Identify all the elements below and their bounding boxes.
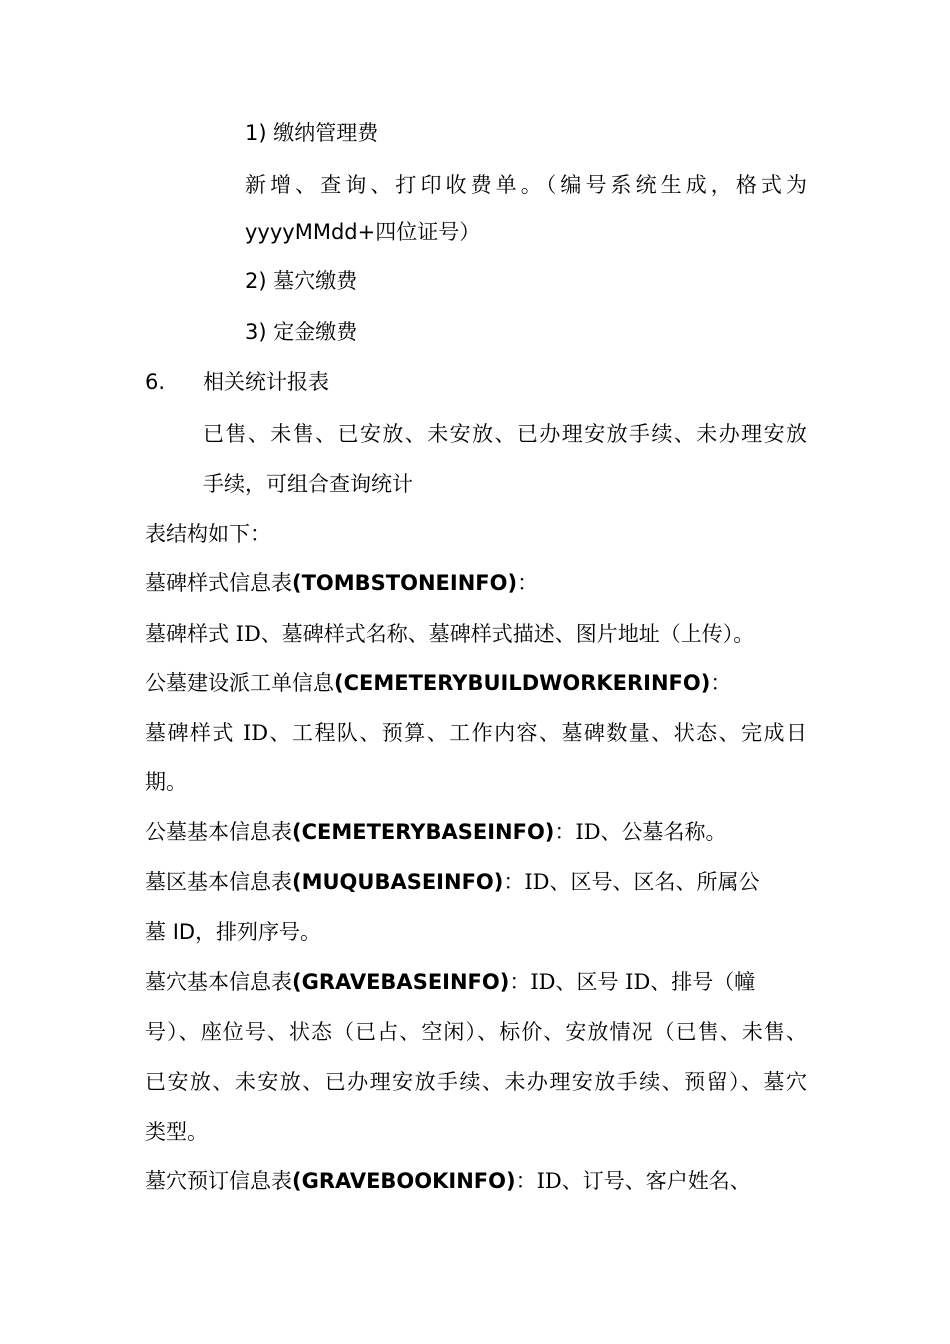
table-grave-book-heading bbox=[145, 1166, 751, 1196]
section-6-title: 相关统计报表 bbox=[203, 370, 329, 394]
table-grave-base-title: 墓穴基本信息表 bbox=[145, 970, 292, 994]
table-muqu-base-fields: ：ID、区号、区名、所属公 bbox=[503, 870, 760, 894]
subitem-1 bbox=[245, 118, 378, 148]
table-tombstone-title: 墓碑样式信息表 bbox=[145, 571, 292, 595]
muqu-fields-part-b: ，排列序号。 bbox=[195, 920, 322, 944]
muqu-fields-part-a: 墓 bbox=[145, 920, 173, 944]
subitem-1-desc-line1: 新增、查询、打印收费单。（编号系统生成，格式为 bbox=[245, 173, 807, 197]
table-cemetery-base-heading bbox=[145, 817, 727, 847]
table-grave-book-title: 墓穴预订信息表 bbox=[145, 1169, 292, 1193]
table-intro: 表结构如下： bbox=[145, 522, 271, 546]
table-tombstone-colon: ： bbox=[517, 571, 539, 595]
table-muqu-base-code: (MUQUBASEINFO) bbox=[292, 870, 504, 894]
section-6-number: 6. bbox=[145, 370, 166, 394]
table-muqu-base-fields-line2 bbox=[145, 917, 321, 947]
date-format-suffix: 四位证号） bbox=[375, 220, 481, 244]
subitem-3 bbox=[245, 317, 357, 347]
subitem-3-title: 定金缴费 bbox=[273, 320, 358, 344]
table-tombstone-fields: 墓碑样式 ID、墓碑样式名称、墓碑样式描述、图片地址（上传）。 bbox=[145, 622, 755, 646]
table-build-worker-fields-line1: 墓碑样式 ID、工程队、预算、工作内容、墓碑数量、状态、完成日 bbox=[145, 721, 807, 745]
table-cemetery-base-code: (CEMETERYBASEINFO) bbox=[292, 820, 555, 844]
table-grave-base-code: (GRAVEBASEINFO) bbox=[292, 970, 510, 994]
table-build-worker-title: 公墓建设派工单信息 bbox=[145, 671, 334, 695]
section-6-desc-line1: 已售、未售、已安放、未安放、已办理安放手续、未办理安放 bbox=[203, 422, 807, 446]
subitem-2 bbox=[245, 266, 357, 296]
subitem-3-number: 3) bbox=[245, 320, 267, 344]
subitem-2-number: 2) bbox=[245, 269, 267, 293]
table-cemetery-base-title: 公墓基本信息表 bbox=[145, 820, 292, 844]
table-build-worker-code: (CEMETERYBUILDWORKERINFO) bbox=[334, 671, 711, 695]
table-build-worker-fields-line2: 期。 bbox=[145, 770, 187, 794]
table-muqu-base-title: 墓区基本信息表 bbox=[145, 870, 292, 894]
subitem-1-title: 缴纳管理费 bbox=[273, 121, 379, 145]
table-build-worker-colon: ： bbox=[710, 671, 732, 695]
table-grave-base-fields: ：ID、区号 ID、排号（幢 bbox=[509, 970, 756, 994]
subitem-1-desc-line2 bbox=[245, 217, 480, 247]
table-grave-book-fields: ：ID、订号、客户姓名、 bbox=[515, 1169, 751, 1193]
table-grave-base-heading bbox=[145, 967, 755, 997]
table-grave-book-code: (GRAVEBOOKINFO) bbox=[292, 1169, 516, 1193]
subitem-1-number: 1) bbox=[245, 121, 267, 145]
date-format: yyyyMMdd+ bbox=[245, 220, 376, 244]
table-build-worker-heading bbox=[145, 668, 731, 698]
table-grave-base-fields-line2: 号）、座位号、状态（已占、空闲）、标价、安放情况（已售、未售、 bbox=[145, 1020, 807, 1044]
subitem-2-title: 墓穴缴费 bbox=[273, 269, 358, 293]
section-6-desc-line2: 手续，可组合查询统计 bbox=[203, 472, 413, 496]
table-tombstone-heading bbox=[145, 568, 538, 598]
muqu-fields-id: ID bbox=[172, 920, 196, 944]
table-muqu-base-heading bbox=[145, 867, 760, 897]
table-cemetery-base-fields: ：ID、公墓名称。 bbox=[554, 820, 727, 844]
table-grave-base-fields-line4: 类型。 bbox=[145, 1120, 208, 1144]
table-grave-base-fields-line3: 已安放、未安放、已办理安放手续、未办理安放手续、预留）、墓穴 bbox=[145, 1070, 807, 1094]
table-tombstone-code: (TOMBSTONEINFO) bbox=[292, 571, 518, 595]
